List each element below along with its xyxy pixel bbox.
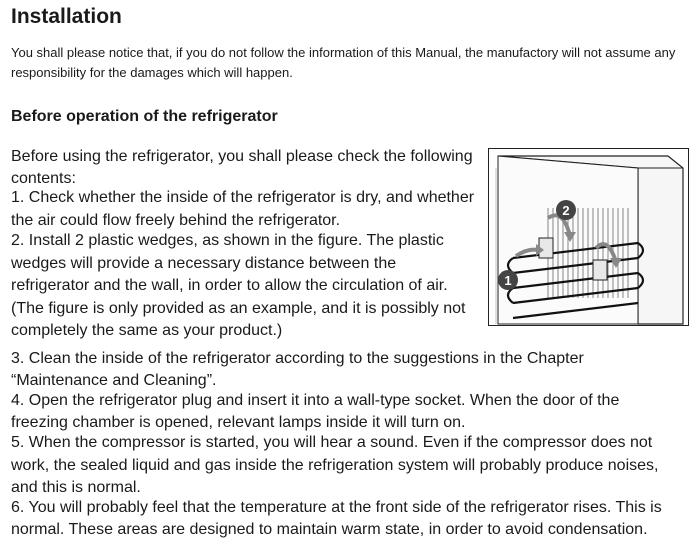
body-line: 1. Check whether the inside of the refrigerator is dry, and whether xyxy=(11,189,475,206)
section-title: Before operation of the refrigerator xyxy=(11,108,278,125)
page-title: Installation xyxy=(11,5,122,28)
refrigerator-wedge-illustration xyxy=(488,148,689,326)
callout-2: 2 xyxy=(562,203,570,218)
body-line: and this is normal. xyxy=(11,479,141,496)
callout-1: 1 xyxy=(504,273,512,288)
notice-text: You shall please notice that, if you do not follow the information of this Manual, the manufactory will not assume any responsibility for the damages which will happen. xyxy=(11,45,676,80)
body-line: “Maintenance and Cleaning”. xyxy=(11,372,217,389)
body-line: wedges will provide a necessary distance between the xyxy=(11,255,397,272)
body-line: Before using the refrigerator, you shall please check the following xyxy=(11,148,473,165)
body-line: (The figure is only provided as an example, and it is possibly not xyxy=(11,300,466,317)
body-line: 2. Install 2 plastic wedges, as shown in the figure. The plastic xyxy=(11,232,444,249)
body-line: normal. These areas are designed to maintain warm state, in order to avoid condensation. xyxy=(11,521,648,538)
body-line: 4. Open the refrigerator plug and insert it into a wall-type socket. When the door of the xyxy=(11,392,620,409)
body-line: contents: xyxy=(11,170,76,187)
body-line: the air could flow freely behind the refrigerator. xyxy=(11,212,341,229)
body-line: 5. When the compressor is started, you will hear a sound. Even if the compressor does not xyxy=(11,434,653,451)
body-line: 3. Clean the inside of the refrigerator according to the suggestions in the Chapter xyxy=(11,350,584,367)
body-line: 6. You will probably feel that the temperature at the front side of the refrigerator rises. This is xyxy=(11,499,662,516)
body-line: freezing chamber is opened, relevant lamps inside it will turn on. xyxy=(11,414,466,431)
body-line: completely the same as your product.) xyxy=(11,322,283,339)
body-line: work, the sealed liquid and gas inside the refrigeration system will probably produce noises, xyxy=(11,457,659,474)
body-line: refrigerator and the wall, in order to allow the circulation of air. xyxy=(11,277,448,294)
